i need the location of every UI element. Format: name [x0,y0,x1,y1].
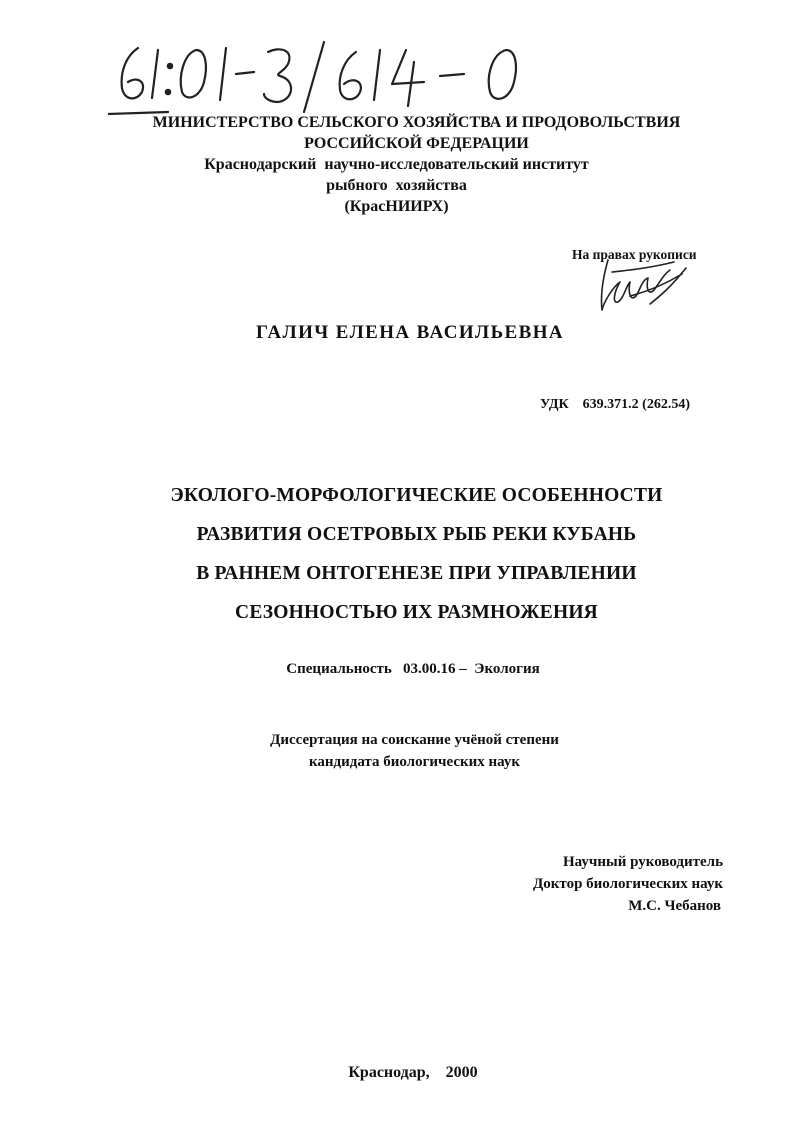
degree-line-2: кандидата биологических наук [308,754,521,770]
ministry-line-1: МИНИСТЕРСТВО СЕЛЬСКОГО ХОЗЯЙСТВА И ПРОДОВОЛЬСТВИЯ [152,114,681,131]
place-and-year: Краснодар, 2000 [348,1064,478,1081]
rights-note: На правах рукописи [572,247,697,262]
institute-line-1: Краснодарский научно-исследовательский институт [204,156,589,173]
specialty: Специальность 03.00.16 – Экология [286,661,540,677]
supervisor-degree: Доктор биологических наук [532,876,723,892]
ministry-header [20,112,793,154]
title-line-4: СЕЗОННОСТЬЮ ИХ РАЗМНОЖЕНИЯ [235,602,598,623]
ministry-line-2: РОССИЙСКОЙ ФЕДЕРАЦИИ [304,135,529,152]
degree-statement [18,729,793,773]
institute-line-3: (КрасНИИРХ) [344,198,449,215]
title-line-2: РАЗВИТИЯ ОСЕТРОВЫХ РЫБ РЕКИ КУБАНЬ [196,524,637,545]
supervisor-name: М.С. Чебанов [628,898,721,914]
title-line-1: ЭКОЛОГО-МОРФОЛОГИЧЕСКИЕ ОСОБЕННОСТИ [170,485,663,506]
udk-label: УДК [540,397,569,412]
supervisor-block [533,851,723,917]
supervisor-role: Научный руководитель [563,854,723,870]
udk-number: 639.371.2 (262.54) [582,397,690,412]
degree-line-1: Диссертация на соискание учёной степени [270,732,559,748]
institute-line-2: рыбного хозяйства [326,177,467,194]
dissertation-title [20,476,793,632]
author-signature [590,252,700,322]
udk-code [540,397,690,413]
institute-header [0,154,793,217]
author-name: ГАЛИЧ ЕЛЕНА ВАСИЛЬЕВНА [256,322,564,343]
title-line-3: В РАННЕМ ОНТОГЕНЕЗЕ ПРИ УПРАВЛЕНИИ [196,563,637,584]
